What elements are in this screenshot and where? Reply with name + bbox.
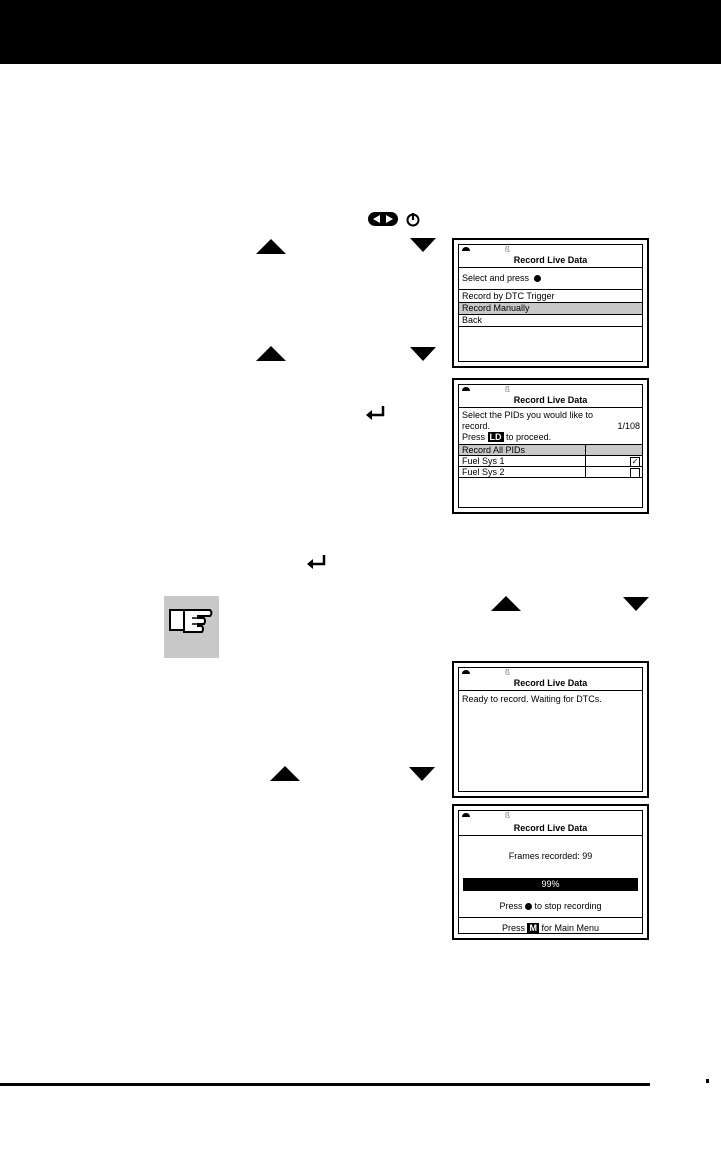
up-arrow-icon bbox=[270, 766, 300, 781]
progress-bar: 99% bbox=[463, 878, 638, 891]
screen-title: Record Live Data bbox=[513, 678, 588, 688]
menu-item[interactable]: Back bbox=[462, 315, 483, 325]
main-menu-hint: Press M for Main Menu bbox=[501, 923, 600, 933]
car-icon bbox=[462, 247, 470, 251]
stop-hint: Press to stop recording bbox=[499, 901, 602, 911]
screen-title: Record Live Data bbox=[513, 395, 588, 405]
down-arrow-icon bbox=[410, 238, 436, 252]
bluetooth-icon: ß bbox=[505, 668, 510, 677]
page-marker bbox=[706, 1079, 709, 1083]
car-icon bbox=[462, 813, 470, 817]
pid-counter: 1/108 bbox=[617, 421, 640, 431]
menu-item[interactable]: Record by DTC Trigger bbox=[462, 291, 555, 301]
up-arrow-icon bbox=[256, 346, 286, 361]
device-screen-2 bbox=[452, 378, 649, 514]
status-row bbox=[459, 811, 642, 823]
car-icon bbox=[462, 387, 470, 391]
m-key: M bbox=[529, 923, 537, 933]
page-header-bar bbox=[0, 0, 721, 64]
enter-button-icon bbox=[525, 903, 532, 910]
note-panel bbox=[164, 596, 219, 658]
enter-icon bbox=[365, 404, 387, 422]
down-arrow-icon bbox=[410, 347, 436, 361]
bluetooth-icon: ß bbox=[505, 245, 510, 254]
screen-title: Record Live Data bbox=[513, 255, 588, 265]
proceed-hint: Press LD to proceed. bbox=[462, 432, 552, 442]
device-screen-1 bbox=[452, 238, 649, 368]
power-icon bbox=[405, 211, 421, 227]
screen-prompt: Select and press bbox=[462, 273, 541, 283]
enter-icon bbox=[306, 553, 328, 571]
bluetooth-icon: ß bbox=[505, 385, 510, 394]
pid-item-selected[interactable]: Record All PIDs bbox=[459, 445, 642, 455]
enter-button-icon bbox=[534, 275, 541, 282]
screen-prompt: Select the PIDs you would like to bbox=[462, 410, 594, 420]
pid-item[interactable]: Fuel Sys 2 bbox=[462, 467, 505, 477]
device-screen-4 bbox=[452, 804, 649, 940]
screen-prompt: record. bbox=[462, 421, 491, 431]
bluetooth-icon: ß bbox=[505, 811, 510, 820]
car-icon bbox=[462, 670, 470, 674]
screen-message: Ready to record. Waiting for DTCs. bbox=[462, 694, 602, 704]
device-screen-3 bbox=[452, 661, 649, 798]
up-arrow-icon bbox=[491, 596, 521, 611]
menu-item-selected[interactable]: Record Manually bbox=[459, 303, 642, 314]
down-arrow-icon bbox=[623, 597, 649, 611]
pointing-hand-icon bbox=[164, 596, 219, 658]
pid-item[interactable]: Fuel Sys 1 bbox=[462, 456, 505, 466]
footer-rule bbox=[0, 1083, 650, 1086]
frames-recorded: Frames recorded: 99 bbox=[508, 851, 593, 861]
down-arrow-icon bbox=[409, 767, 435, 781]
screen-title: Record Live Data bbox=[513, 823, 588, 833]
checkbox-checked[interactable]: ✓ bbox=[631, 457, 639, 466]
ld-key: LD bbox=[489, 432, 502, 442]
up-arrow-icon bbox=[256, 239, 286, 254]
